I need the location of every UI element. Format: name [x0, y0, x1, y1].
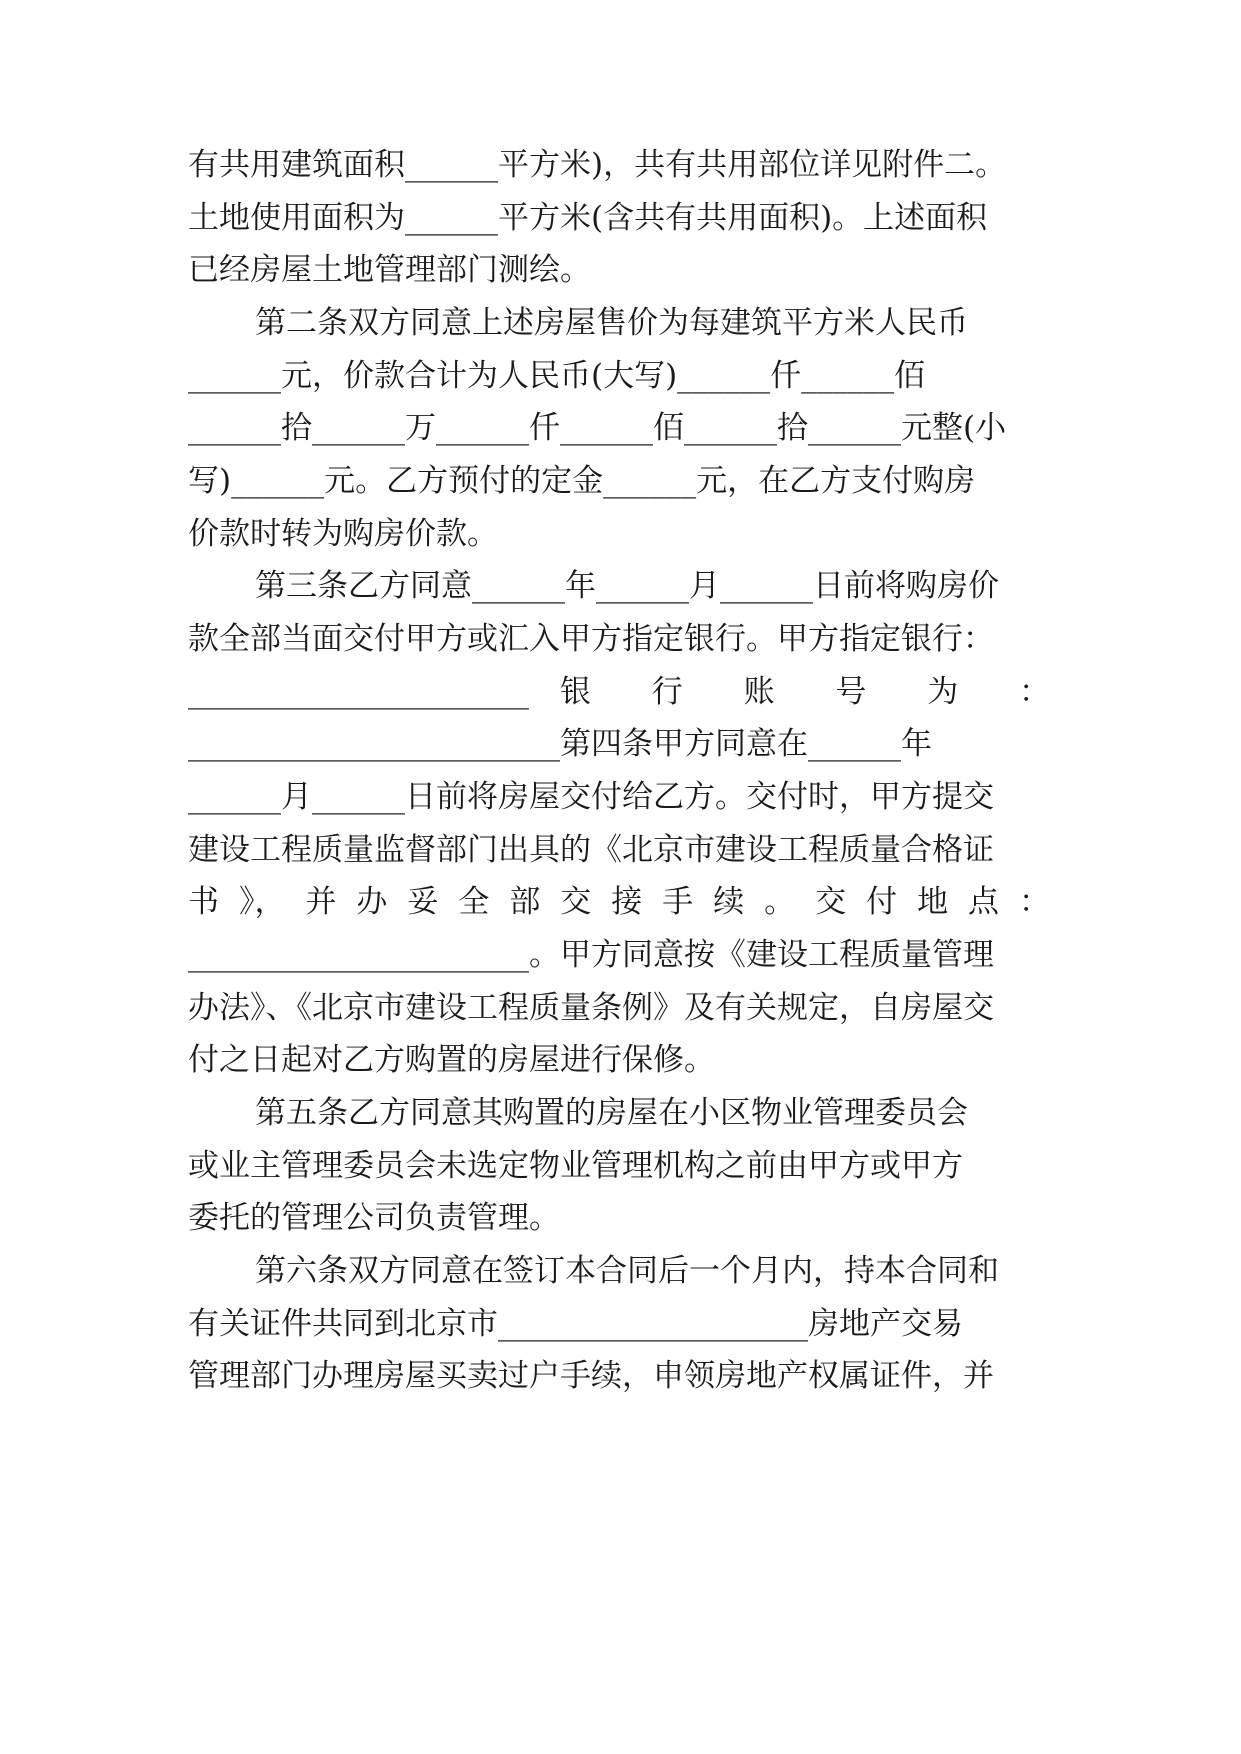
label-char: 为 [927, 674, 959, 710]
article-3-first-line: 第三条乙方同意______年______月______日前将购房价 [255, 568, 999, 604]
text-line-17: 办法》、《北京市建设工程质量条例》及有关规定，自房屋交 [188, 990, 994, 1026]
text-line-5: ______元，价款合计为人民币(大写)______仟______佰 [188, 358, 926, 394]
article-6-first-line: 第六条双方同意在签订本合同后一个月内，持本合同和 [255, 1253, 999, 1289]
label-char: 行 [651, 674, 683, 710]
label-char: 号 [835, 674, 867, 710]
handover-char: 点 [968, 884, 1000, 920]
handover-char: 地 [917, 884, 949, 920]
handover-char: 部 [509, 884, 541, 920]
text-line-10: 款全部当面交付甲方或汇入甲方指定银行。甲方指定银行： [188, 621, 994, 657]
handover-char: 办 [356, 884, 388, 920]
handover-char: 交 [815, 884, 847, 920]
handover-char: 付 [866, 884, 898, 920]
text-line-8: 价款时转为购房价款。 [188, 516, 498, 552]
handover-char: 手 [662, 884, 694, 920]
handover-char: 交 [560, 884, 592, 920]
text-line-20: 或业主管理委员会未选定物业管理机构之前由甲方或甲方 [188, 1148, 963, 1184]
bank-account-line [188, 669, 1050, 715]
handover-char: 》， [238, 884, 286, 920]
text-line-7: 写)______元。乙方预付的定金______元，在乙方支付购房 [188, 463, 976, 499]
handover-char: 妥 [407, 884, 439, 920]
article-5-first-line: 第五条乙方同意其购置的房屋在小区物业管理委员会 [255, 1095, 968, 1131]
label-char: ： [1018, 674, 1050, 710]
handover-char: 。 [764, 884, 796, 920]
handover-char: ： [1019, 884, 1050, 920]
handover-line [188, 879, 1050, 925]
label-char: 账 [743, 674, 775, 710]
text-line-1: 有共用建筑面积______平方米)，共有共用部位详见附件二。 [188, 147, 1007, 183]
handover-char: 接 [611, 884, 643, 920]
article-2-first-line: 第二条双方同意上述房屋售价为每建筑平方米人民币 [255, 305, 968, 341]
text-line-16: ______________________。甲方同意按《建设工程质量管理 [188, 937, 994, 973]
handover-char: 书 [188, 884, 219, 920]
text-line-24: 管理部门办理房屋买卖过户手续，申领房地产权属证件，并 [188, 1358, 994, 1394]
handover-char: 续 [713, 884, 745, 920]
text-line-2: 土地使用面积为______平方米(含共有共用面积)。上述面积 [188, 200, 988, 236]
text-line-14: 建设工程质量监督部门出具的《北京市建设工程质量合格证 [188, 832, 994, 868]
bank-name-blank: ______________________ [188, 674, 529, 710]
text-line-13: ______月______日前将房屋交付给乙方。交付时，甲方提交 [188, 779, 994, 815]
label-char: 银 [560, 674, 591, 710]
bank-account-label [560, 669, 1050, 715]
handover-char: 全 [458, 884, 490, 920]
text-line-6: ______拾______万______仟______佰______拾______元整(小 [188, 410, 1007, 446]
handover-char: 并 [305, 884, 337, 920]
text-line-23: 有关证件共同到北京市____________________房地产交易 [188, 1306, 963, 1342]
text-line-21: 委托的管理公司负责管理。 [188, 1200, 560, 1236]
text-line-12: ________________________第四条甲方同意在______年 [188, 726, 932, 762]
text-line-3: 已经房屋土地管理部门测绘。 [188, 252, 591, 288]
text-line-18: 付之日起对乙方购置的房屋进行保修。 [188, 1042, 715, 1078]
